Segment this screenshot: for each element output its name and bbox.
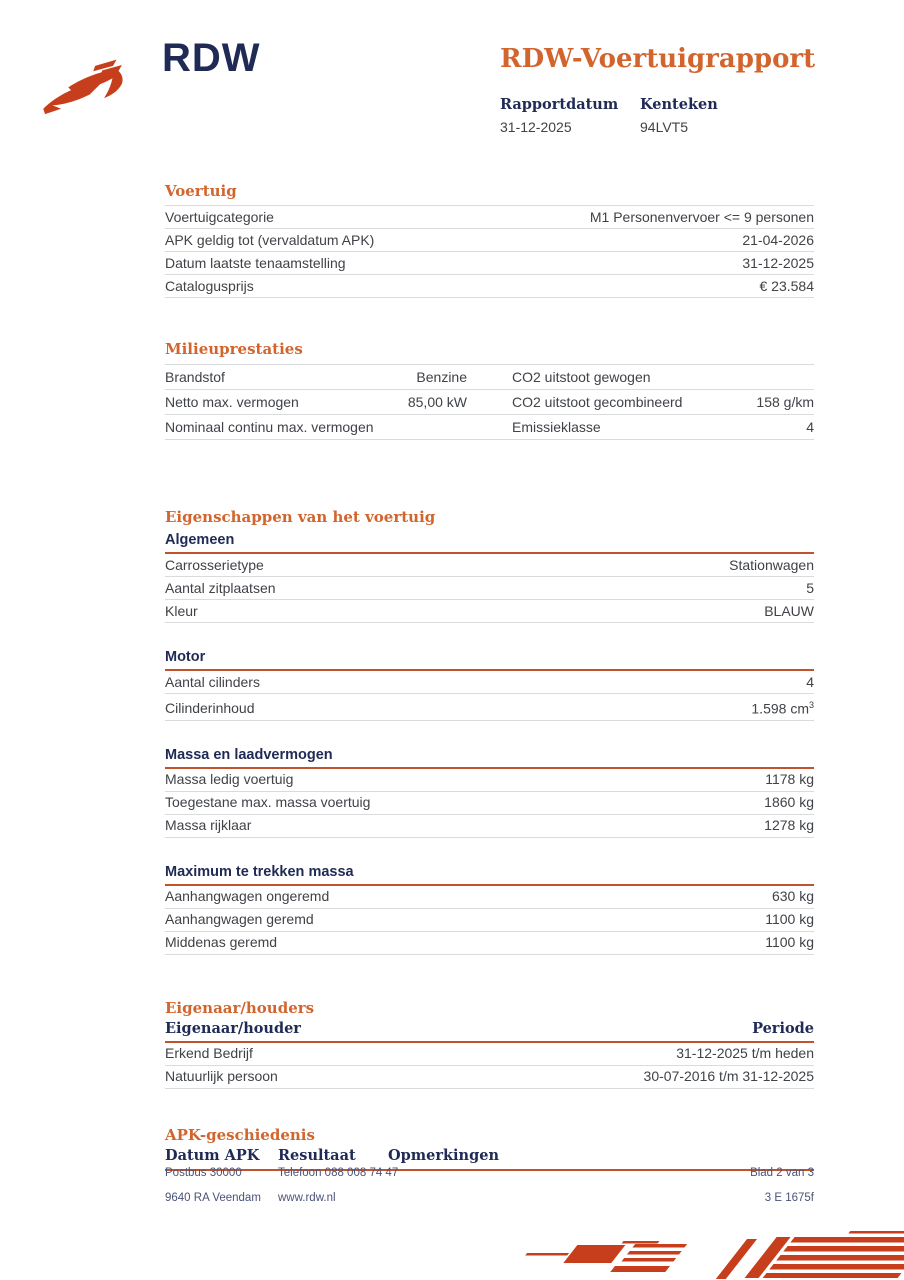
page-footer — [165, 1167, 814, 1204]
table-row — [165, 251, 814, 274]
row-value: 1278 kg — [764, 817, 814, 834]
license-plate-label: Kenteken — [640, 96, 718, 113]
eigenaar-table — [165, 1043, 814, 1089]
section-eigenaar-houders — [165, 999, 814, 1089]
row-label: Aanhangwagen geremd — [165, 911, 314, 928]
subsection-title: Maximum te trekken massa — [165, 864, 814, 886]
subsection-trekken-massa — [165, 864, 814, 955]
row-value: € 23.584 — [759, 277, 814, 294]
trekken-massa-table — [165, 886, 814, 955]
row-right-pair — [512, 395, 814, 410]
subsection-title: Algemeen — [165, 532, 814, 554]
row-label: Erkend Bedrijf — [165, 1045, 253, 1062]
row-label: Massa rijklaar — [165, 817, 252, 834]
row-label: Aantal zitplaatsen — [165, 579, 276, 596]
row-value: BLAUW — [764, 602, 814, 619]
table-row — [165, 792, 814, 815]
row-label: Aantal cilinders — [165, 673, 260, 690]
row-label: CO2 uitstoot gecombineerd — [512, 393, 683, 410]
footer-line-2 — [165, 1192, 814, 1204]
table-row — [165, 671, 814, 694]
row-label: Kleur — [165, 602, 198, 619]
row-label: Emissieklasse — [512, 418, 601, 435]
row-value: 21-04-2026 — [742, 231, 814, 248]
report-date-block — [500, 96, 640, 135]
footer-city: 9640 RA Veendam — [165, 1192, 261, 1204]
report-meta — [500, 96, 718, 135]
section-title: APK-geschiedenis — [165, 1125, 315, 1144]
footer-website: www.rdw.nl — [278, 1192, 336, 1204]
table-row — [165, 600, 814, 623]
subsection-algemeen — [165, 532, 814, 623]
section-title: Eigenaar/houders — [165, 998, 315, 1017]
row-label: CO2 uitstoot gewogen — [512, 368, 651, 385]
report-content — [165, 182, 814, 1171]
section-apk-geschiedenis — [165, 1126, 814, 1171]
row-value: M1 Personenvervoer <= 9 personen — [589, 208, 814, 225]
row-value: 1860 kg — [764, 794, 814, 811]
license-plate-block — [640, 96, 718, 135]
table-row — [165, 932, 814, 955]
row-label: Toegestane max. massa voertuig — [165, 794, 371, 811]
row-value: 30-07-2016 t/m 31-12-2025 — [643, 1068, 814, 1085]
row-left-pair — [165, 420, 467, 435]
table-row — [165, 886, 814, 909]
report-date-label: Rapportdatum — [500, 96, 619, 113]
subsection-massa — [165, 747, 814, 838]
row-value: 1100 kg — [765, 911, 814, 928]
column-header-resultaat: Resultaat — [278, 1146, 356, 1164]
footer-postbus: Postbus 30000 — [165, 1167, 242, 1179]
row-label: Netto max. vermogen — [165, 393, 299, 410]
table-row — [165, 205, 814, 228]
column-header-eigenaar: Eigenaar/houder — [165, 1019, 301, 1037]
row-value: 1178 kg — [765, 771, 814, 788]
table-row — [165, 389, 814, 414]
license-plate-value: 94LVT5 — [640, 119, 688, 135]
row-value: 1.598 $cm^3$ — [751, 699, 814, 717]
algemeen-table — [165, 554, 814, 623]
subsection-title: Motor — [165, 649, 814, 671]
row-value: 4 — [806, 673, 814, 690]
report-date-value: 31-12-2025 — [500, 119, 572, 135]
column-header-periode: Periode — [752, 1019, 814, 1037]
motor-table — [165, 671, 814, 721]
row-value: 4 — [806, 418, 814, 435]
table-row — [165, 577, 814, 600]
table-row — [165, 909, 814, 932]
row-right-pair — [512, 370, 814, 385]
row-value: 85,00 kW — [407, 393, 467, 410]
table-row — [165, 364, 814, 389]
row-value: 5 — [806, 579, 814, 596]
row-value: 158 g/km — [756, 393, 814, 410]
rdw-wordmark: RDW — [162, 36, 261, 80]
section-milieuprestaties — [165, 340, 814, 440]
section-title: Voertuig — [165, 182, 237, 200]
section-title: Eigenschappen van het voertuig — [165, 508, 436, 526]
footer-page-indicator: Blad 2 van 3 — [750, 1167, 814, 1179]
table-row — [165, 1066, 814, 1089]
voertuig-table — [165, 205, 814, 298]
row-right-pair — [512, 420, 814, 435]
row-left-pair — [165, 395, 467, 410]
row-label: APK geldig tot (vervaldatum APK) — [165, 231, 375, 248]
row-label: Massa ledig voertuig — [165, 771, 294, 788]
row-label: Datum laatste tenaamstelling — [165, 254, 346, 271]
table-row — [165, 815, 814, 838]
footer-phone: Telefoon 088 008 74 47 — [278, 1167, 399, 1179]
table-row — [165, 554, 814, 577]
section-voertuig — [165, 182, 814, 298]
row-label: Brandstof — [165, 368, 225, 385]
row-value: Stationwagen — [729, 556, 814, 573]
footer-stripes-decoration — [519, 1225, 904, 1280]
row-value: Benzine — [416, 368, 467, 385]
row-label: Catalogusprijs — [165, 277, 254, 294]
footer-line-1 — [165, 1167, 814, 1179]
subsection-motor — [165, 649, 814, 721]
report-header — [0, 0, 904, 170]
row-label: Cilinderinhoud — [165, 700, 255, 717]
table-row — [165, 769, 814, 792]
column-header-opmerkingen: Opmerkingen — [388, 1146, 499, 1164]
table-row — [165, 694, 814, 721]
section-eigenschappen — [165, 508, 814, 955]
section-title: Milieuprestaties — [165, 340, 303, 358]
row-label: Middenas geremd — [165, 934, 278, 951]
table-row — [165, 274, 814, 297]
row-value: 31-12-2025 — [742, 254, 814, 271]
massa-table — [165, 769, 814, 838]
row-value: 630 kg — [771, 888, 814, 905]
table-row — [165, 414, 814, 439]
row-label: Voertuigcategorie — [165, 208, 274, 225]
milieu-table — [165, 364, 814, 440]
row-label: Aanhangwagen ongeremd — [165, 888, 330, 905]
column-header-datum-apk: Datum APK — [165, 1146, 260, 1164]
row-left-pair — [165, 370, 467, 385]
row-value: 31-12-2025 t/m heden — [676, 1045, 814, 1062]
row-label: Carrosserietype — [165, 556, 264, 573]
table-row — [165, 228, 814, 251]
row-label: Natuurlijk persoon — [165, 1068, 278, 1085]
page-title: RDW-Voertuigrapport — [500, 44, 816, 74]
table-row — [165, 1043, 814, 1066]
subsection-title: Massa en laadvermogen — [165, 747, 814, 769]
row-label: Nominaal continu max. vermogen — [165, 418, 374, 435]
rdw-feather-logo-icon — [36, 48, 156, 124]
footer-doc-code: 3 E 1675f — [764, 1192, 814, 1204]
eigenaar-table-header — [165, 1020, 814, 1043]
row-value: 1100 kg — [765, 934, 814, 951]
